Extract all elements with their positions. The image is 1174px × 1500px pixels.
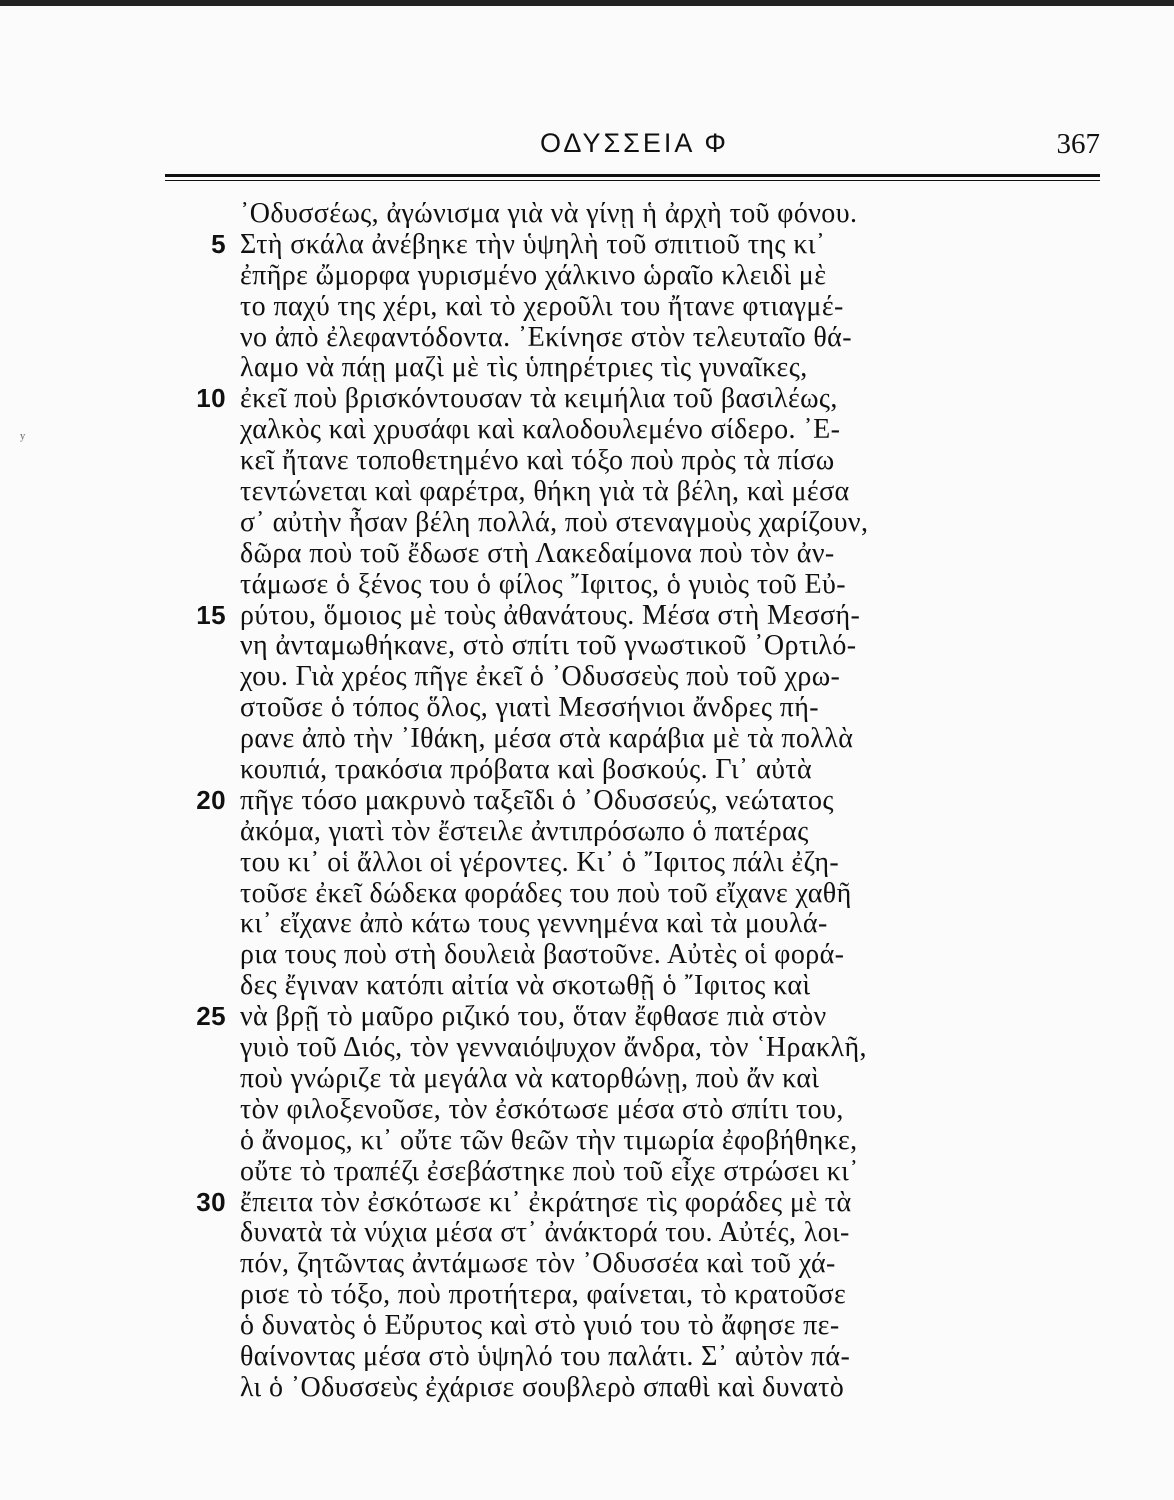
text-line <box>240 445 1130 476</box>
line-text: νὰ βρῇ τὸ μαῦρο ριζικό του, ὅταν ἔφθασε πιὰ στὸν <box>240 1001 827 1033</box>
line-number: 15 <box>196 599 226 630</box>
line-text: κουπιά, τρακόσια πρόβατα καὶ βοσκούς. Γι᾿ αὐτὰ <box>240 754 813 786</box>
text-line <box>240 507 1130 538</box>
running-title: ΟΔΥΣΣΕΙΑ Φ <box>540 128 729 158</box>
text-line <box>196 784 1130 816</box>
text-line <box>240 661 1130 692</box>
text-line <box>240 198 1130 229</box>
line-text: ἀκόμα, γιατὶ τὸν ἔστειλε ἀντιπρόσωπο ὁ πατέρας <box>240 815 809 847</box>
text-line <box>240 723 1130 754</box>
text-line <box>240 1372 1130 1403</box>
line-text: τοῦσε ἐκεῖ δώδεκα φοράδες του ποὺ τοῦ εἴχανε χαθῆ <box>240 877 852 909</box>
line-text: δῶρα ποὺ τοῦ ἔδωσε στὴ Λακεδαίμονα ποὺ τὸν ἀν- <box>240 537 835 569</box>
line-text: οὔτε τὸ τραπέζι ἐσεβάστηκε ποὺ τοῦ εἶχε στρώσει κι᾿ <box>240 1155 859 1187</box>
line-text: ποὺ γνώριζε τὰ μεγάλα νὰ κατορθώνῃ, ποὺ ἄν καὶ <box>240 1062 820 1094</box>
text-line <box>196 1001 1130 1033</box>
line-text: τάμωσε ὁ ξένος του ὁ φίλος ῎Ιφιτος, ὁ γυιὸς τοῦ Εὐ- <box>240 568 847 600</box>
line-number: 30 <box>196 1186 226 1217</box>
text-line <box>240 847 1130 878</box>
text-line <box>240 352 1130 383</box>
text-line <box>240 939 1130 970</box>
header-rule-thin <box>165 180 1100 181</box>
line-text: σ᾿ αὐτὴν ἦσαν βέλη πολλά, ποὺ στεναγμοὺς χαρίζουν, <box>240 506 869 538</box>
page-number: 367 <box>1056 128 1100 160</box>
text-line <box>196 1186 1130 1218</box>
text-line <box>240 1094 1130 1125</box>
line-text: τεντώνεται καὶ φαρέτρα, θήκη γιὰ τὰ βέλη, καὶ μέσα <box>240 476 850 508</box>
text-line <box>240 630 1130 661</box>
text-block <box>196 198 1130 1403</box>
line-text: του κι᾿ οἱ ἄλλοι οἱ γέροντες. Κι᾿ ὁ ῎Ιφιτος πάλι ἐζη- <box>240 846 840 878</box>
line-text: στοῦσε ὁ τόπος ὅλος, γιατὶ Μεσσήνιοι ἄνδρες πή- <box>240 692 820 724</box>
text-line <box>196 599 1130 631</box>
text-line <box>240 538 1130 569</box>
text-line <box>240 1341 1130 1372</box>
line-text: ρισε τὸ τόξο, ποὺ προτήτερα, φαίνεται, τὸ κρατοῦσε <box>240 1279 847 1311</box>
line-text: ρια τους ποὺ στὴ δουλειὰ βαστοῦνε. Αὐτὲς οἱ φορά- <box>240 939 845 971</box>
margin-mark: ʸ <box>20 428 26 448</box>
line-text: ρύτου, ὅμοιος μὲ τοὺς ἀθανάτους. Μέσα στὴ Μεσσή- <box>240 599 861 631</box>
line-text: ρανε ἀπὸ τὴν ᾿Ιθάκη, μέσα στὰ καράβια μὲ τὰ πολλὰ <box>240 723 854 755</box>
text-line <box>240 692 1130 723</box>
line-text: δυνατὰ τὰ νύχια μέσα στ᾿ ἀνάκτορά του. Αὐτές, λοι- <box>240 1217 850 1249</box>
line-number: 20 <box>196 784 226 815</box>
line-text: Στὴ σκάλα ἀνέβηκε τὴν ὑψηλὴ τοῦ σπιτιοῦ της κι᾿ <box>240 228 826 260</box>
text-line <box>240 970 1130 1001</box>
text-line <box>240 754 1130 785</box>
line-text: πόν, ζητῶντας ἀντάμωσε τὸν ᾿Οδυσσέα καὶ τοῦ χά- <box>240 1248 836 1280</box>
line-text: πῆγε τόσο μακρυνὸ ταξεῖδι ὁ ᾿Οδυσσεύς, νεώτατος <box>240 784 834 816</box>
text-line <box>240 1310 1130 1341</box>
header-rule-thick <box>165 174 1100 177</box>
line-text: κι᾿ εἴχανε ἀπὸ κάτω τους γεννημένα καὶ τὰ μουλά- <box>240 908 828 940</box>
text-line <box>240 260 1130 291</box>
line-text: χου. Γιὰ χρέος πῆγε ἐκεῖ ὁ ᾿Οδυσσεὺς ποὺ τοῦ χρω- <box>240 661 841 693</box>
text-line <box>240 1217 1130 1248</box>
line-text: ἐκεῖ ποὺ βρισκόντουσαν τὰ κειμήλια τοῦ βασιλέως, <box>240 383 838 415</box>
line-number: 10 <box>196 383 226 414</box>
text-line <box>240 908 1130 939</box>
line-text: γυιὸ τοῦ Διός, τὸν γενναιόψυχον ἄνδρα, τὸν ῾Ηρακλῆ, <box>240 1032 867 1064</box>
line-text: κεῖ ἤτανε τοποθετημένο καὶ τόξο ποὺ πρὸς τὰ πίσω <box>240 445 835 477</box>
top-border <box>0 0 1174 6</box>
page-header <box>160 128 1100 168</box>
line-text: νο ἀπὸ ἐλεφαντόδοντα. ᾿Εκίνησε στὸν τελευταῖο θά- <box>240 321 852 353</box>
text-line <box>211 228 1130 260</box>
text-line <box>240 1125 1130 1156</box>
line-text: ᾿Οδυσσέως, ἀγώνισμα γιὰ νὰ γίνῃ ἡ ἀρχὴ τοῦ φόνου. <box>240 198 858 229</box>
text-line <box>240 816 1130 847</box>
line-number: 25 <box>196 1001 226 1032</box>
line-text: ἐπῆρε ὤμορφα γυρισμένο χάλκινο ὡραῖο κλειδὶ μὲ <box>240 259 827 291</box>
line-text: δες ἔγιναν κατόπι αἰτία νὰ σκοτωθῇ ὁ ῎Ιφιτος καὶ <box>240 970 811 1002</box>
text-line <box>240 322 1130 353</box>
text-line <box>240 476 1130 507</box>
line-number: 5 <box>211 228 226 259</box>
line-text: λι ὁ ᾿Οδυσσεὺς ἐχάρισε σουβλερὸ σπαθὶ καὶ δυνατὸ <box>240 1371 845 1403</box>
line-text: χαλκὸς καὶ χρυσάφι καὶ καλοδουλεμένο σίδερο. ᾿Ε- <box>240 414 841 446</box>
text-line <box>240 1248 1130 1279</box>
line-text: τὸν φιλοξενοῦσε, τὸν ἐσκότωσε μέσα στὸ σπίτι του, <box>240 1093 844 1125</box>
text-line <box>196 383 1130 415</box>
text-line <box>240 291 1130 322</box>
line-text: ὁ ἄνομος, κι᾿ οὔτε τῶν θεῶν τὴν τιμωρία ἐφοβήθηκε, <box>240 1124 858 1156</box>
line-text: ὁ δυνατὸς ὁ Εὔρυτος καὶ στὸ γυιό του τὸ ἄφησε πε- <box>240 1310 840 1342</box>
text-line <box>240 569 1130 600</box>
text-line <box>240 414 1130 445</box>
line-text: το παχύ της χέρι, καὶ τὸ χεροῦλι του ἤτανε φτιαγμέ- <box>240 290 844 322</box>
text-line <box>240 1063 1130 1094</box>
line-text: ἔπειτα τὸν ἐσκότωσε κι᾿ ἐκράτησε τὶς φοράδες μὲ τὰ <box>240 1186 852 1218</box>
text-line <box>240 1279 1130 1310</box>
line-text: νη ἀνταμωθήκανε, στὸ σπίτι τοῦ γνωστικοῦ ᾿Ορτιλό- <box>240 630 857 662</box>
text-line <box>240 1032 1130 1063</box>
line-text: λαμο νὰ πάῃ μαζὶ μὲ τὶς ὑπηρέτριες τὶς γυναῖκες, <box>240 352 808 384</box>
line-text: θαίνοντας μέσα στὸ ὑψηλό του παλάτι. Σ᾿ αὐτὸν πά- <box>240 1340 851 1372</box>
text-line <box>240 1156 1130 1187</box>
text-line <box>240 878 1130 909</box>
